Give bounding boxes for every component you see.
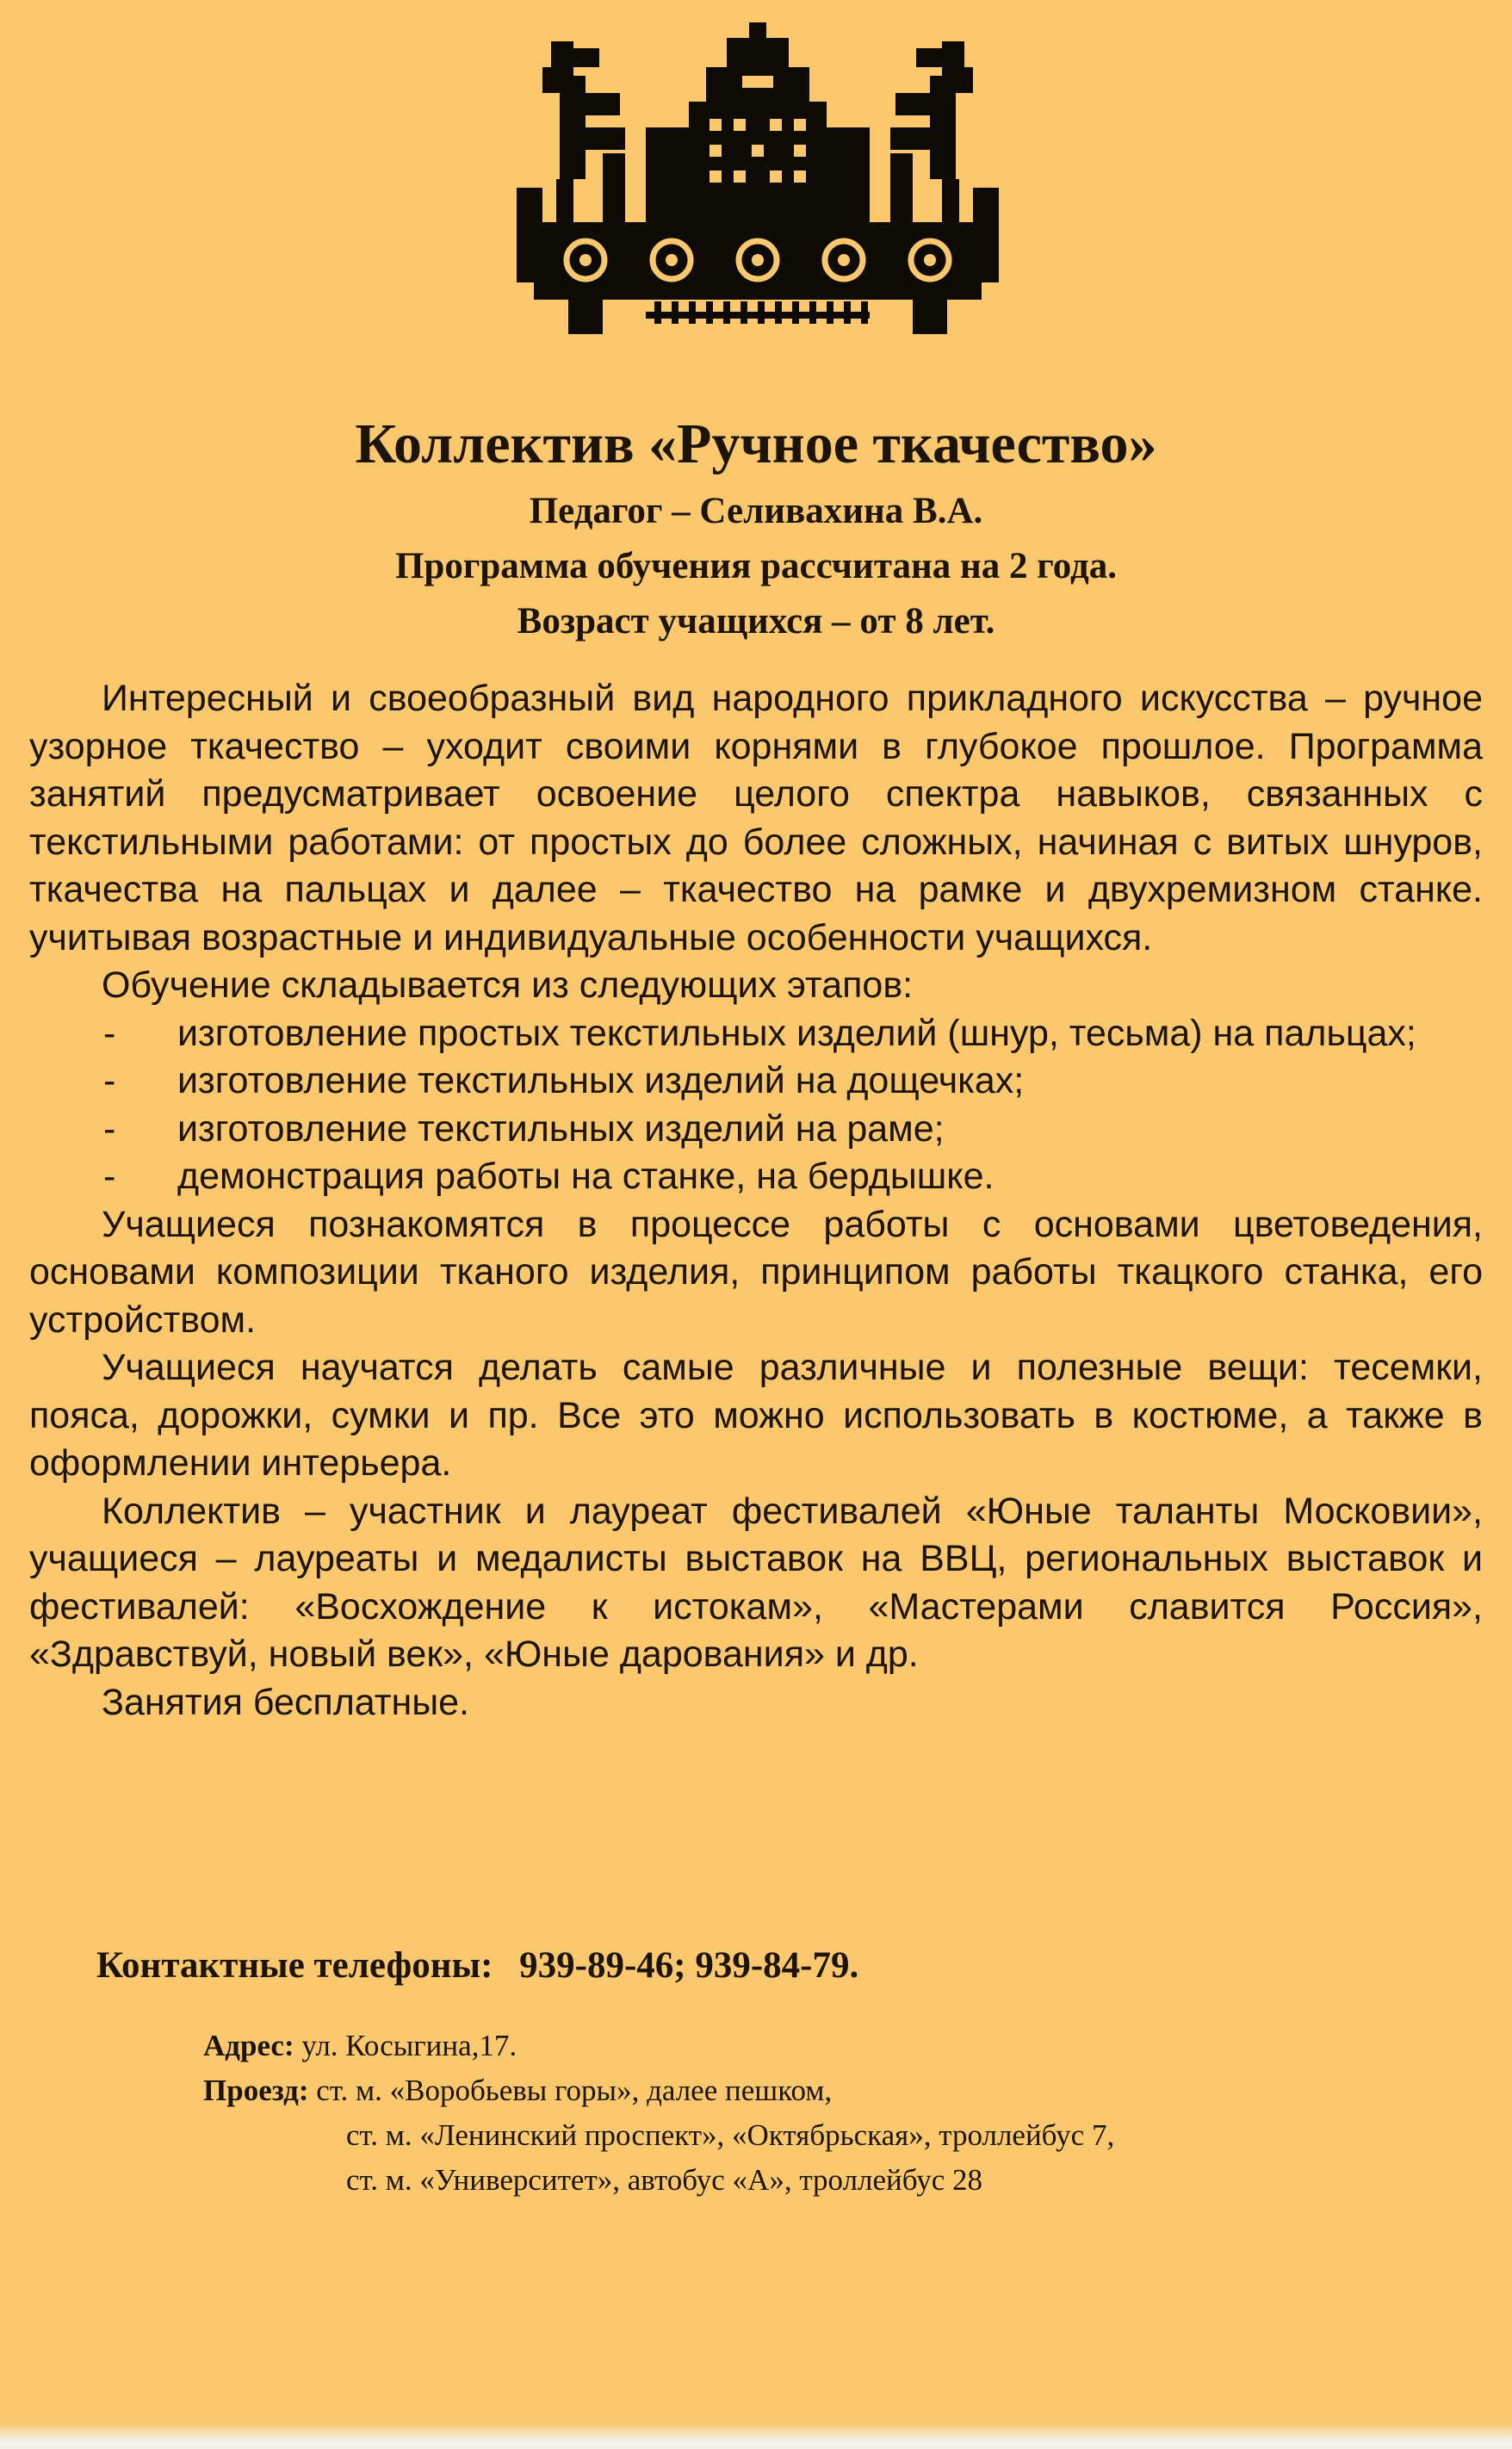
address-line [203,2024,1114,2068]
bullet-dash: - [103,1107,116,1150]
stage-text: изготовление простых текстильных изделий (шнур, тесьма) на пальцах; [177,1012,1416,1054]
page-title: Коллектив «Ручное ткачество» [355,412,1157,475]
awards-paragraph: Коллектив – участник и лауреат фестивалей «Юные таланты Московии», учащиеся – лауреаты и медалисты выставок на ВВЦ, региональных выставок и фестивалей: «Восхождение к истокам», «Мастерами славится Россия», «Здравствуй, новый век», «Юные дарования» и др. [29,1490,1483,1675]
contacts-line [96,1944,858,1987]
address-value: ул. Косыгина,17. [301,2029,517,2062]
items-paragraph: Учащиеся научатся делать самые различные и полезные вещи: тесемки, пояса, дорожки, сумки и пр. Все это можно использовать в костюме, а также в оформлении интерьера. [29,1347,1483,1484]
intro-paragraph: Интересный и своеобразный вид народного прикладного искусства – ручное узорное ткачество – уходит своими корнями в глубокое прошлое. Программа занятий предусматривает освоение целого спектра навыков, связанных с текстильными работами: от простых до более сложных, начиная с витых шнуров, ткачества на пальцах и далее – ткачество на рамке и двухремизном станке. учитывая возрастные и индивидуальные особенности учащихся. [29,678,1483,958]
address-block [203,2024,1114,2203]
stage-text: изготовление текстильных изделий на дощечках; [177,1060,1025,1101]
route-line [203,2068,1114,2113]
route-label: Проезд: [203,2074,309,2107]
list-item [29,1010,1483,1058]
stage-text: демонстрация работы на станке, на бердышке. [177,1156,995,1197]
scan-edge [0,2423,1512,2449]
phone-numbers: 939-89-46; 939-84-79. [519,1945,859,1986]
description-body [29,675,1483,1727]
list-item [29,1106,1483,1154]
folk-weaving-pattern-icon [517,16,999,351]
free-classes-note: Занятия бесплатные. [102,1681,469,1723]
list-item [29,1153,1483,1201]
address-label: Адрес: [203,2029,294,2062]
knowledge-paragraph: Учащиеся познакомятся в процессе работы с основами цветоведения, основами композиции тканого изделия, принципом работы ткацкого станка, его устройством. [29,1203,1483,1341]
student-age-line: Возраст учащихся – от 8 лет. [517,601,995,642]
route-option-3: ст. м. «Университет», автобус «А», троллейбус 28 [346,2163,983,2197]
stage-text: изготовление текстильных изделий на раме; [177,1107,945,1150]
bullet-dash: - [103,1060,116,1101]
stages-intro: Обучение складывается из следующих этапов: [102,964,914,1006]
bullet-dash: - [103,1012,116,1054]
bullet-dash: - [103,1156,116,1197]
heading-block [0,405,1512,649]
program-duration-line: Программа обучения рассчитана на 2 года. [394,546,1118,586]
contacts-label: Контактные телефоны: [96,1945,493,1986]
teacher-line: Педагог – Селивахина В.А. [529,491,983,531]
route-option-1: ст. м. «Воробьевы горы», далее пешком, [316,2074,833,2107]
route-option-2: ст. м. «Ленинский проспект», «Октябрьская», троллейбус 7, [346,2118,1115,2152]
list-item [29,1057,1483,1106]
